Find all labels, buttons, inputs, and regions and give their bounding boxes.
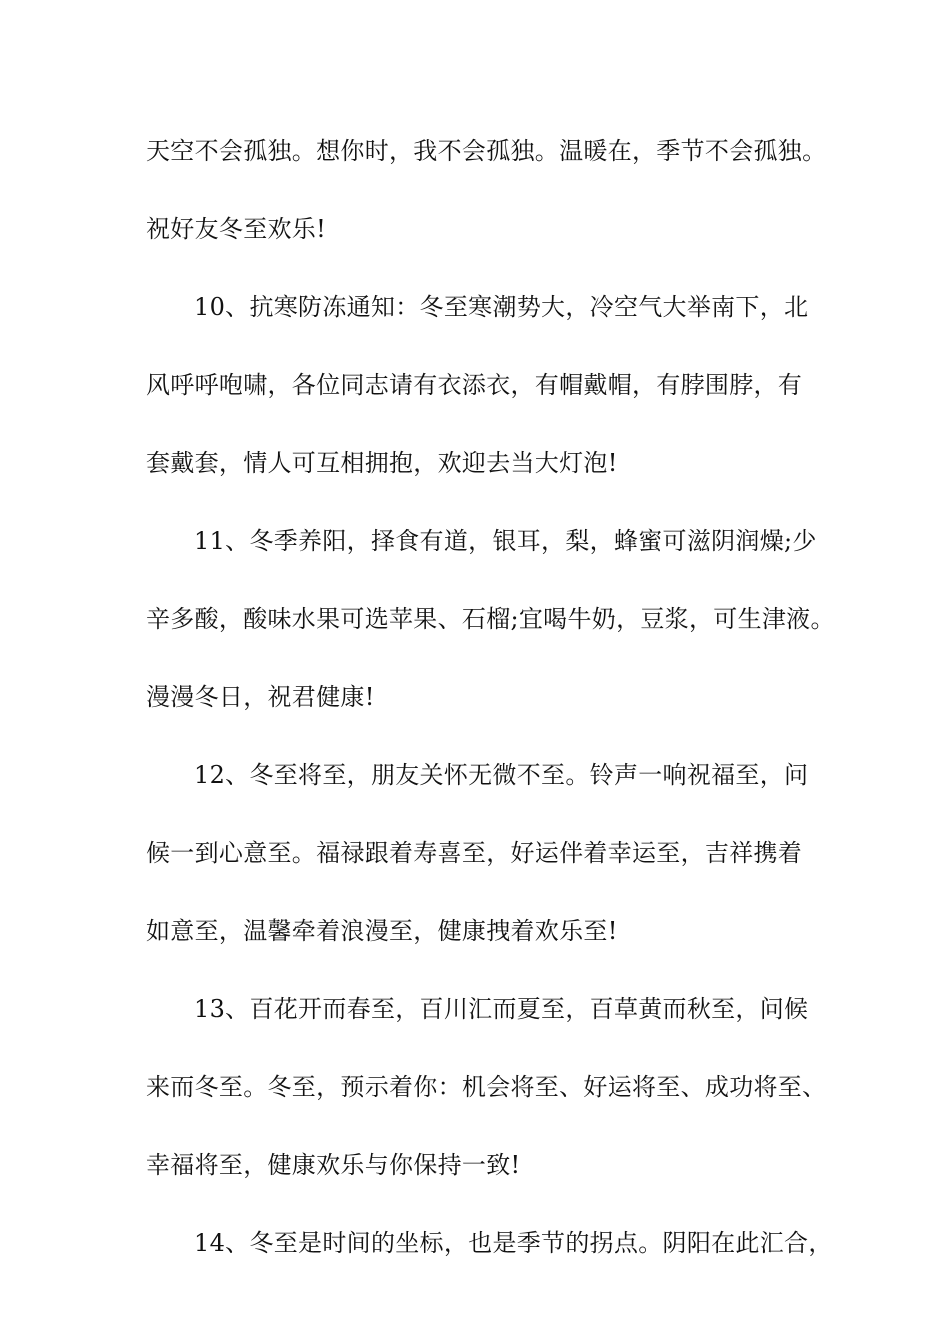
text-line: 套戴套，情人可互相拥抱，欢迎去当大灯泡! [146,449,618,477]
text-line: 幸福将至，健康欢乐与你保持一致! [146,1151,521,1179]
text-line: 来而冬至。冬至，预示着你：机会将至、好运将至、成功将至、 [146,1073,827,1101]
text-line: 12、冬至将至，朋友关怀无微不至。铃声一响祝福至，问 [194,761,809,789]
text-line: 漫漫冬日，祝君健康! [146,683,375,711]
text-line: 风呼呼咆啸，各位同志请有衣添衣，有帽戴帽，有脖围脖，有 [146,371,803,399]
document-body [146,128,835,1298]
text-line: 祝好友冬至欢乐! [146,215,327,243]
text-line: 14、冬至是时间的坐标，也是季节的拐点。阴阳在此汇合， [194,1229,833,1257]
text-line: 辛多酸，酸味水果可选苹果、石榴;宜喝牛奶，豆浆，可生津液。 [146,605,835,633]
text-line: 候一到心意至。福禄跟着寿喜至，好运伴着幸运至，吉祥携着 [146,839,803,867]
text-line: 13、百花开而春至，百川汇而夏至，百草黄而秋至，问候 [194,995,809,1023]
text-line: 如意至，温馨牵着浪漫至，健康拽着欢乐至! [146,917,618,945]
text-line: 11、冬季养阳，择食有道，银耳，梨，蜂蜜可滋阴润燥;少 [194,527,817,555]
text-line: 10、抗寒防冻通知：冬至寒潮势大，冷空气大举南下，北 [194,293,809,321]
text-line: 天空不会孤独。想你时，我不会孤独。温暖在，季节不会孤独。 [146,137,827,165]
